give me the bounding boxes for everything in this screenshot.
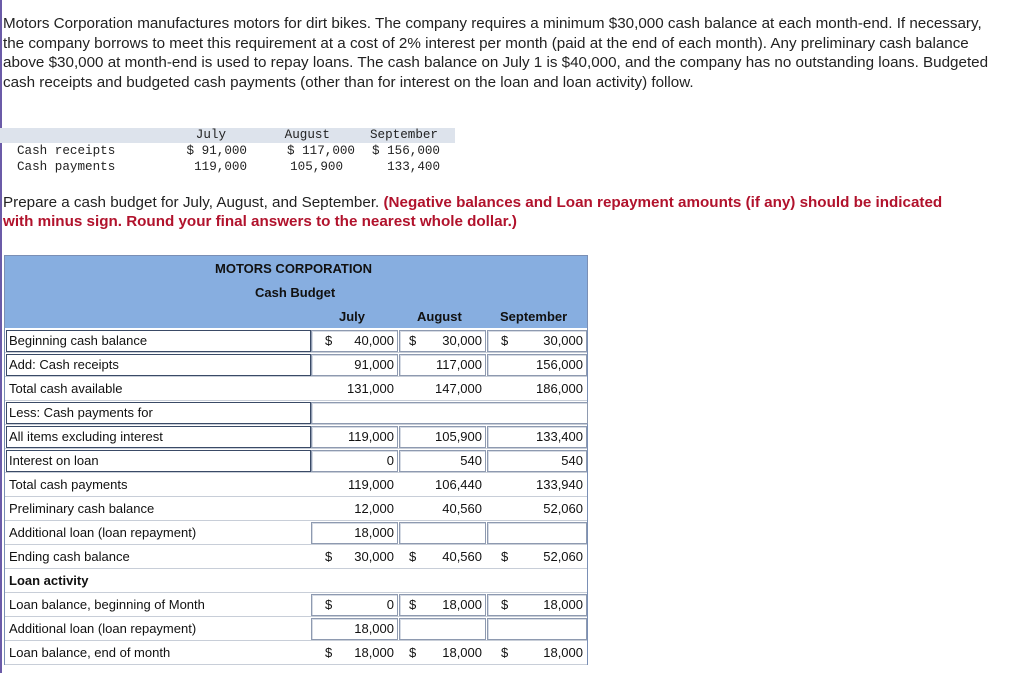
- row-divider: [5, 544, 587, 545]
- given-cell: 133,400: [387, 160, 440, 174]
- col-header-august: August: [417, 309, 462, 324]
- row-label-beginning-cash: Beginning cash balance: [9, 333, 148, 348]
- cell-value: 40,000: [354, 333, 394, 348]
- row-label-loan-end: Loan balance, end of month: [9, 645, 171, 660]
- given-cell: $ 156,000: [371, 144, 440, 158]
- cell-value: 18,000: [543, 597, 583, 612]
- cell-value: 119,000: [347, 477, 394, 492]
- currency-symbol: $: [501, 597, 509, 612]
- row-divider: [5, 568, 587, 569]
- cell-value: 133,940: [536, 477, 583, 492]
- blank-input-cell[interactable]: [311, 402, 588, 424]
- budget-title: Cash Budget: [255, 285, 336, 300]
- value-cell-august[interactable]: [399, 618, 486, 640]
- cell-value: 40,560: [442, 549, 482, 564]
- currency-symbol: $: [409, 549, 417, 564]
- row-divider: [5, 448, 587, 449]
- cell-value: 106,440: [435, 477, 482, 492]
- currency-symbol: $: [325, 597, 333, 612]
- cell-value: 30,000: [543, 333, 583, 348]
- cell-value: 18,000: [354, 645, 394, 660]
- cell-value: 30,000: [442, 333, 482, 348]
- value-cell-september[interactable]: [487, 618, 587, 640]
- row-divider: [5, 376, 587, 377]
- cell-value: 133,400: [536, 429, 583, 444]
- cell-value: 12,000: [354, 501, 394, 516]
- row-divider: [5, 640, 587, 641]
- row-label-interest: Interest on loan: [9, 453, 99, 468]
- cell-value: 0: [386, 597, 394, 612]
- row-label-additional-loan: Additional loan (loan repayment): [9, 525, 197, 540]
- given-row-label: Cash receipts: [17, 144, 116, 158]
- col-header-september: September: [500, 309, 568, 324]
- currency-symbol: $: [501, 645, 509, 660]
- cell-value: 186,000: [536, 381, 583, 396]
- given-col-september: September: [369, 128, 438, 142]
- instructions-note: (Negative balances and Loan repayment amounts (if any) should be indicated with minus sign. Round your final answers to the nearest whole dollar.): [3, 194, 943, 230]
- cell-value: 540: [561, 453, 583, 468]
- cell-value: 105,900: [435, 429, 482, 444]
- row-label-loan-activity: Loan activity: [9, 573, 89, 588]
- problem-statement: [3, 14, 1003, 92]
- given-cell: $ 117,000: [286, 144, 355, 158]
- currency-symbol: $: [409, 597, 417, 612]
- cell-value: 18,000: [442, 645, 482, 660]
- cell-value: 117,000: [435, 357, 482, 372]
- instructions-text: Prepare a cash budget for July, August, and September.: [3, 194, 384, 211]
- row-label-all-items: All items excluding interest: [9, 429, 163, 444]
- cell-value: 18,000: [354, 621, 394, 636]
- cell-value: 18,000: [543, 645, 583, 660]
- problem-paragraph: Motors Corporation manufactures motors for dirt bikes. The company requires a minimum $30,000 cash balance at each month-end. If necessary, the company borrows to meet this requirement at a cost of 2% interest per month (paid at the end of each month). Any preliminary cash balance above $30,000 at month-end is used to repay loans. The cash balance on July 1 is $40,000, and the company has no outstanding loans. Budgeted cash receipts and budgeted cash payments (other than for interest on the loan and loan activity) follow.: [3, 15, 989, 91]
- row-label-ending-cash: Ending cash balance: [9, 549, 130, 564]
- row-label-loan-additional: Additional loan (loan repayment): [9, 621, 197, 636]
- row-label-total-available: Total cash available: [9, 381, 123, 396]
- cash-budget-table: [4, 255, 588, 665]
- company-name: MOTORS CORPORATION: [215, 261, 372, 276]
- cell-value: 52,060: [543, 501, 583, 516]
- row-divider: [5, 496, 587, 497]
- given-col-august: August: [284, 128, 330, 142]
- row-divider: [5, 664, 587, 665]
- row-divider: [5, 520, 587, 521]
- currency-symbol: $: [325, 645, 333, 660]
- cell-value: 91,000: [354, 357, 394, 372]
- currency-symbol: $: [501, 549, 509, 564]
- given-cell: 119,000: [194, 160, 247, 174]
- instructions: [3, 193, 963, 231]
- row-divider: [5, 424, 587, 425]
- row-label-less-payments: Less: Cash payments for: [9, 405, 153, 420]
- left-accent-rule: [0, 0, 2, 673]
- currency-symbol: $: [409, 333, 417, 348]
- cell-value: 0: [386, 453, 394, 468]
- given-col-july: July: [195, 128, 226, 142]
- cell-value: 18,000: [442, 597, 482, 612]
- cell-value: 131,000: [347, 381, 394, 396]
- given-cell: 105,900: [290, 160, 343, 174]
- value-cell-august[interactable]: [399, 522, 486, 544]
- row-divider: [5, 400, 587, 401]
- currency-symbol: $: [501, 333, 509, 348]
- currency-symbol: $: [409, 645, 417, 660]
- row-divider: [5, 592, 587, 593]
- currency-symbol: $: [325, 333, 333, 348]
- cell-value: 30,000: [354, 549, 394, 564]
- given-cell: $ 91,000: [186, 144, 247, 158]
- cell-value: 18,000: [354, 525, 394, 540]
- row-label-cash-receipts: Add: Cash receipts: [9, 357, 119, 372]
- currency-symbol: $: [325, 549, 333, 564]
- row-divider: [5, 352, 587, 353]
- cell-value: 147,000: [435, 381, 482, 396]
- cell-value: 540: [460, 453, 482, 468]
- cell-value: 40,560: [442, 501, 482, 516]
- cell-value: 119,000: [347, 429, 394, 444]
- row-label-total-payments: Total cash payments: [9, 477, 128, 492]
- cell-value: 156,000: [536, 357, 583, 372]
- col-header-july: July: [339, 309, 366, 324]
- given-row-label: Cash payments: [17, 160, 116, 174]
- row-divider: [5, 616, 587, 617]
- value-cell-september[interactable]: [487, 522, 587, 544]
- cell-value: 52,060: [543, 549, 583, 564]
- row-label-loan-begin: Loan balance, beginning of Month: [9, 597, 205, 612]
- row-divider: [5, 472, 587, 473]
- row-label-preliminary: Preliminary cash balance: [9, 501, 155, 516]
